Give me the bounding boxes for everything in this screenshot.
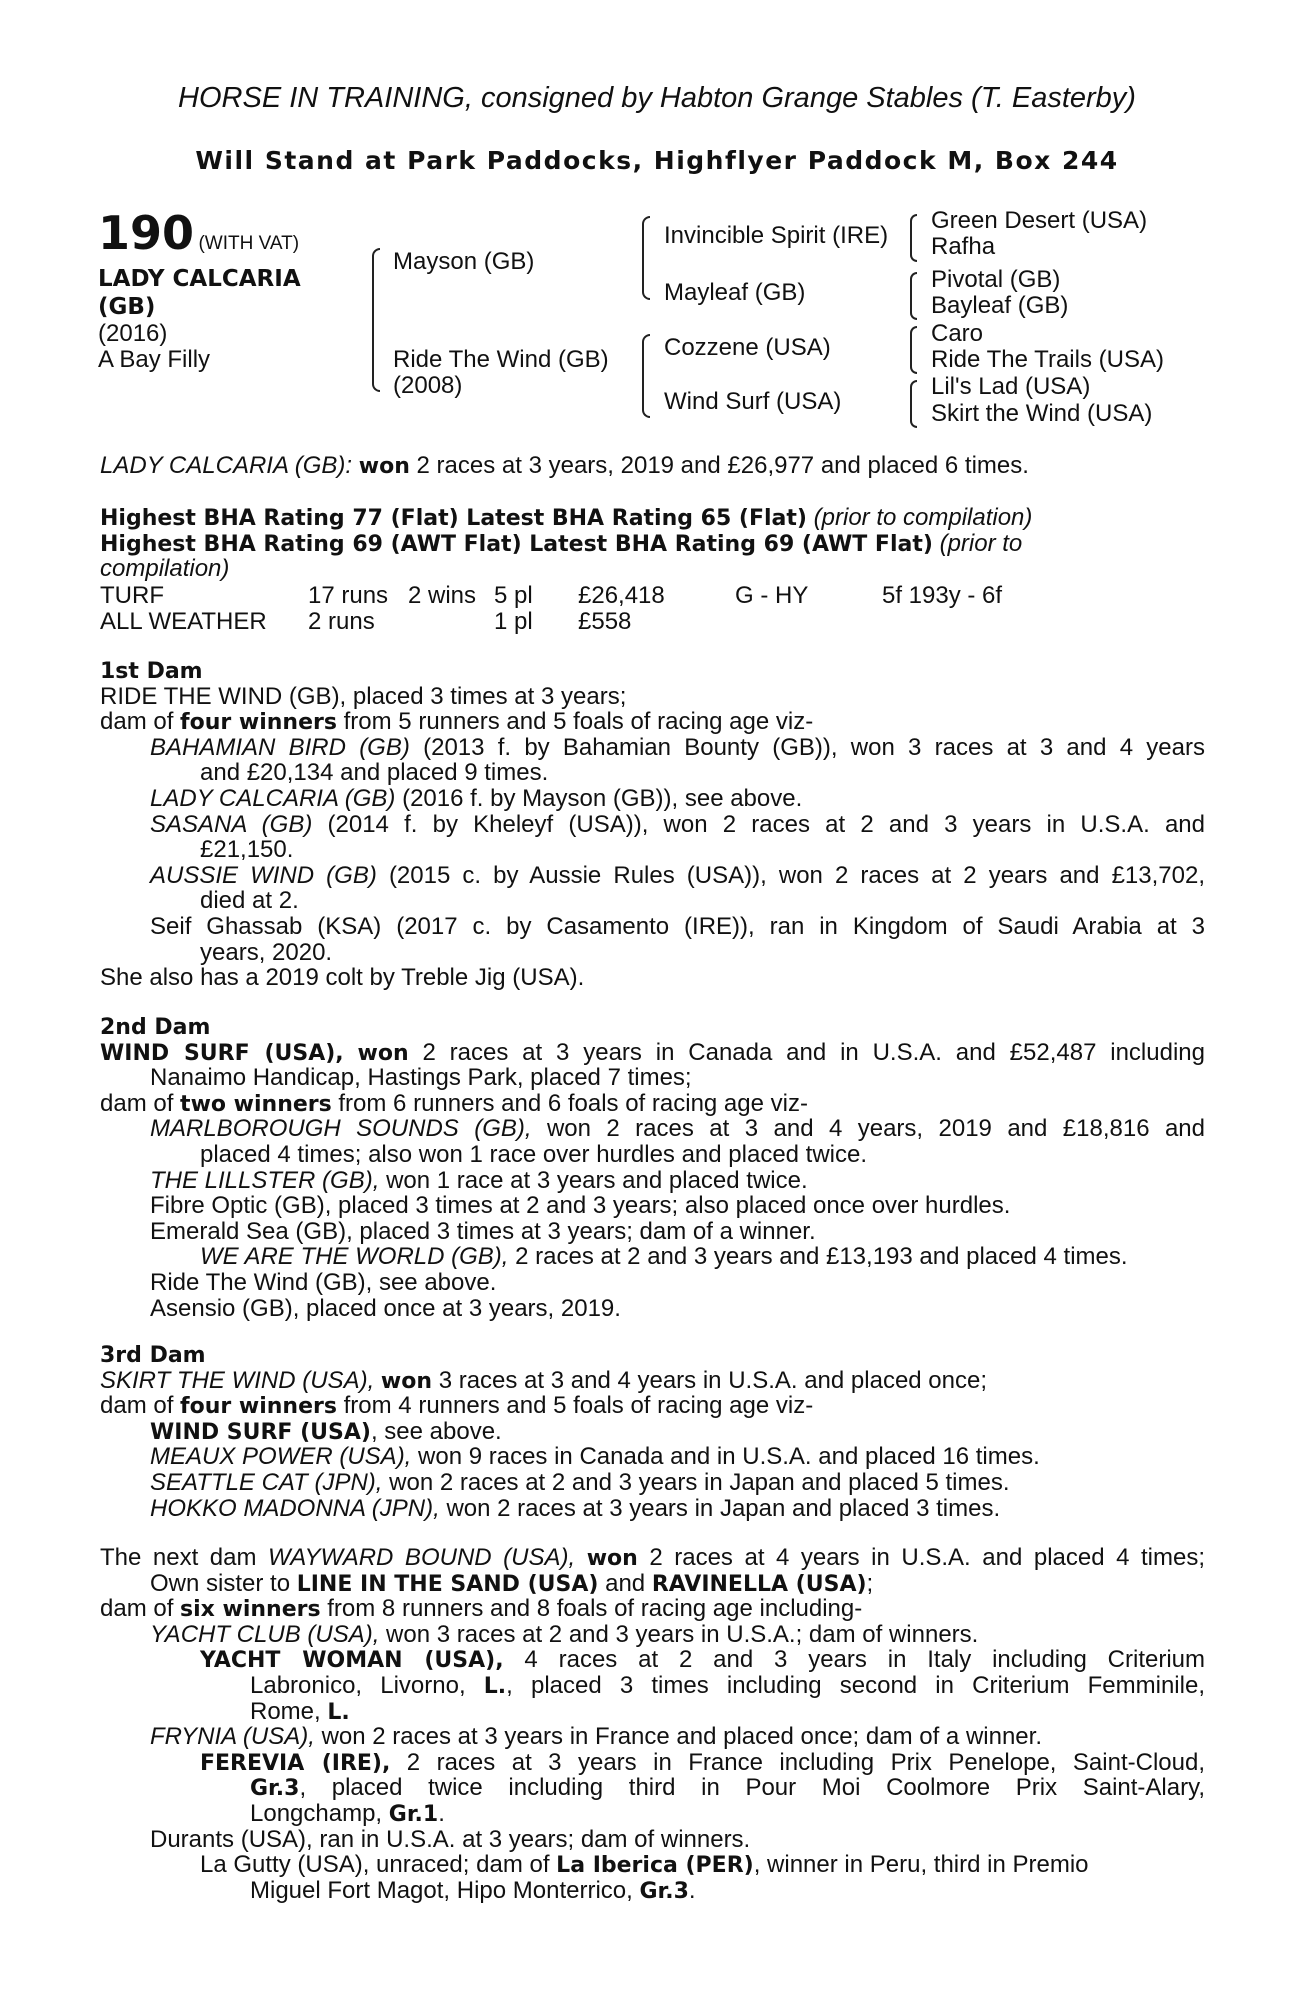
text-run: (2016 f. by Mayson (GB)), see above. <box>402 784 803 812</box>
pedigree-dam-sire: Cozzene (USA) <box>664 334 831 361</box>
page-title: HORSE IN TRAINING, consigned by Habton Grange Stables (T. Easterby) <box>178 82 1136 114</box>
text-run-italic: WE ARE THE WORLD (GB), <box>200 1243 509 1271</box>
text-run-bold: six winners <box>180 1597 321 1623</box>
lot-number: 190 <box>98 206 195 260</box>
progeny-yacht-woman <box>100 1647 1205 1673</box>
stats-turf-wins: 2 wins <box>408 582 477 609</box>
text-run-italic: WAYWARD BOUND (USA), <box>268 1544 576 1571</box>
pedigree-ddd: Skirt the Wind (USA) <box>931 400 1153 427</box>
text-run-bold: four winners <box>180 1394 337 1420</box>
text-line: Nanaimo Handicap, Hastings Park, placed 7 times; <box>150 1064 692 1092</box>
pedigree-brace-2a <box>642 216 650 300</box>
pedigree-dam-year: (2008) <box>393 372 463 399</box>
horse-description: A Bay Filly <box>98 346 211 373</box>
text-run: 2 races at 3 years in Canada and in U.S.A. and £52,487 including <box>422 1038 1205 1066</box>
pedigree-sss: Green Desert (USA) <box>931 207 1148 234</box>
pedigree-brace-3c <box>910 326 917 374</box>
progeny-bahamian-bird <box>100 735 1205 761</box>
lot-number-row <box>98 206 299 260</box>
text-run-bold: won <box>586 1546 638 1571</box>
horse-year: (2016) <box>98 320 168 347</box>
text-run-bold: Gr.3 <box>250 1776 300 1802</box>
pedigree-dsd: Ride The Trails (USA) <box>931 346 1164 373</box>
first-dam-l1: RIDE THE WIND (GB), placed 3 times at 3 years; <box>100 682 627 710</box>
text-run: The next dam <box>100 1544 257 1571</box>
race-summary <box>100 452 1029 480</box>
ratings-block <box>100 505 1205 582</box>
stats-aw-runs: 2 runs <box>308 608 375 635</box>
text-run: , winner in Peru, third in Premio <box>753 1851 1089 1879</box>
progeny-ferevia <box>100 1750 1205 1776</box>
text-run-bold: won <box>357 1040 409 1066</box>
text-run-italic: AUSSIE WIND (GB) <box>150 861 377 889</box>
text-run: Longchamp, <box>250 1799 383 1827</box>
text-run: Rome, <box>250 1697 321 1725</box>
pedigree-dds: Lil's Lad (USA) <box>931 373 1091 400</box>
text-run-bold: La Iberica (PER) <box>556 1853 754 1879</box>
text-run: won 2 races at 3 and 4 years, 2019 and £18,816 and <box>546 1115 1206 1143</box>
text-run: ; <box>866 1569 874 1597</box>
text-run-bold: two winners <box>180 1091 332 1117</box>
text-run-italic: LADY CALCARIA (GB) <box>150 784 396 812</box>
progeny-sasana <box>100 812 1205 838</box>
text-run-bold: LINE IN THE SAND (USA) <box>296 1571 599 1597</box>
text-line: Emerald Sea (GB), placed 3 times at 3 years; dam of a winner. <box>150 1217 816 1245</box>
progeny-aussie-wind <box>100 863 1205 889</box>
text-run: . <box>688 1876 696 1904</box>
text-line: Asensio (GB), placed once at 3 years, 2019. <box>150 1294 621 1322</box>
text-line: She also has a 2019 colt by Treble Jig (USA). <box>100 964 585 992</box>
stats-aw-placed: 1 pl <box>494 608 533 635</box>
text-run-italic: SASANA (GB) <box>150 810 313 838</box>
text-run-bold: won <box>380 1368 433 1394</box>
text-run: 2 races at 4 years in U.S.A. and placed 4 times; <box>649 1544 1206 1571</box>
pedigree-sire: Mayson (GB) <box>393 248 535 275</box>
summary-name: LADY CALCARIA (GB): <box>100 452 353 479</box>
stats-turf-placed: 5 pl <box>494 582 533 609</box>
stats-turf-prize: £26,418 <box>578 582 665 609</box>
text-run: and <box>605 1569 646 1597</box>
pedigree-dam-dam: Wind Surf (USA) <box>664 388 842 415</box>
text-run: won 9 races in Canada and in U.S.A. and placed 16 times. <box>418 1443 1040 1471</box>
text-run: won 2 races at 3 years in France and placed once; dam of a winner. <box>321 1723 1042 1751</box>
text-line: Durants (USA), ran in U.S.A. at 3 years; dam of winners. <box>150 1825 751 1853</box>
text-run-bold: FEREVIA (IRE), <box>200 1750 391 1776</box>
vat-note: (WITH VAT) <box>198 233 300 254</box>
text-run-bold: Gr.1 <box>388 1801 439 1827</box>
pedigree-sire-sire: Invincible Spirit (IRE) <box>664 222 889 249</box>
text-run: La Gutty (USA), unraced; dam of <box>200 1851 550 1879</box>
text-run: won 3 races at 2 and 3 years in U.S.A.; dam of winners. <box>386 1620 979 1648</box>
pedigree-ssd: Rafha <box>931 233 996 260</box>
text-run: (2013 f. by Bahamian Bounty (GB)), won 3 races at 3 and 4 years <box>423 733 1205 761</box>
text-run: from 6 runners and 6 foals of racing age viz- <box>338 1089 808 1117</box>
pedigree-brace-2b <box>642 334 650 418</box>
text-line: died at 2. <box>200 887 299 915</box>
text-run: from 5 runners and 5 foals of racing age viz- <box>343 708 814 736</box>
pedigree-brace-1 <box>372 248 380 392</box>
horse-name-line1: LADY CALCARIA <box>98 266 301 292</box>
pedigree-dam: Ride The Wind (GB) <box>393 346 609 373</box>
second-dam-l1 <box>100 1040 1205 1066</box>
third-dam-heading: 3rd Dam <box>100 1343 206 1368</box>
text-run: 2 races at 2 and 3 years and £13,193 and placed 4 times. <box>515 1243 1128 1271</box>
text-run-italic: MARLBOROUGH SOUNDS (GB), <box>150 1115 532 1143</box>
stats-table <box>0 582 1314 634</box>
text-run: dam of <box>100 708 174 736</box>
rating-awt: Highest BHA Rating 69 (AWT Flat) Latest BHA Rating 69 (AWT Flat) <box>100 531 933 557</box>
text-run-italic: SKIRT THE WIND (USA), <box>100 1366 375 1394</box>
text-line: £21,150. <box>200 836 294 864</box>
text-run: . <box>438 1799 445 1827</box>
text-run-bold: Gr.3 <box>639 1878 689 1904</box>
text-line: Ride The Wind (GB), see above. <box>150 1268 497 1296</box>
text-run: Miguel Fort Magot, Hipo Monterrico, <box>250 1876 633 1904</box>
stats-turf-runs: 17 runs <box>308 582 389 609</box>
rating-awt-note-cont: compilation) <box>100 555 230 583</box>
text-run: , placed 3 times including second in Criterium Femminile, <box>506 1671 1205 1699</box>
text-run: won 2 races at 3 years in Japan and placed 3 times. <box>446 1494 1001 1522</box>
first-dam-heading: 1st Dam <box>100 659 203 684</box>
text-run: 2 races at 3 years in France including Prix Penelope, Saint-Cloud, <box>406 1748 1205 1776</box>
first-dam-section <box>100 658 1205 991</box>
pedigree-sire-dam: Mayleaf (GB) <box>664 279 806 306</box>
text-run-bold: WIND SURF (USA), <box>100 1040 344 1066</box>
text-run: , placed twice including third in Pour Moi Coolmore Prix Saint-Alary, <box>299 1774 1205 1802</box>
text-run-bold: L. <box>483 1673 507 1699</box>
progeny-ferevia-cont <box>100 1775 1205 1801</box>
stats-turf-distance: 5f 193y - 6f <box>882 582 1003 609</box>
text-run: 3 races at 3 and 4 years in U.S.A. and placed once; <box>438 1366 988 1394</box>
pedigree-sds: Pivotal (GB) <box>931 266 1061 293</box>
text-run: dam of <box>100 1595 174 1623</box>
text-run: from 8 runners and 8 foals of racing age including- <box>327 1595 863 1623</box>
text-run-bold: L. <box>327 1699 350 1725</box>
text-run: (2014 f. by Kheleyf (USA)), won 2 races at 2 and 3 years in U.S.A. and <box>327 810 1205 838</box>
stats-aw-prize: £558 <box>578 608 632 635</box>
progeny-marlborough-sounds <box>100 1116 1205 1142</box>
rating-awt-note: (prior to <box>939 529 1023 557</box>
text-run: dam of <box>100 1089 174 1117</box>
text-run-italic: HOKKO MADONNA (JPN), <box>150 1494 440 1522</box>
text-run-bold: YACHT WOMAN (USA), <box>200 1648 504 1674</box>
text-run-italic: FRYNIA (USA), <box>150 1723 315 1751</box>
pedigree-brace-3b <box>910 272 917 320</box>
text-run: won 1 race at 3 years and placed twice. <box>386 1166 808 1194</box>
text-run-italic: MEAUX POWER (USA), <box>150 1443 412 1471</box>
pedigree-brace-3a <box>910 214 917 262</box>
text-line: years, 2020. <box>200 938 333 966</box>
horse-name-line2: (GB) <box>98 294 156 320</box>
pedigree-sdd: Bayleaf (GB) <box>931 292 1069 319</box>
stats-turf-going: G - HY <box>735 582 809 609</box>
pedigree-dss: Caro <box>931 320 984 347</box>
text-run: 4 races at 2 and 3 years in Italy including Criterium <box>524 1646 1206 1674</box>
second-dam-heading: 2nd Dam <box>100 1015 211 1040</box>
rating-flat: Highest BHA Rating 77 (Flat) Latest BHA Rating 65 (Flat) <box>100 506 807 531</box>
text-run: won 2 races at 2 and 3 years in Japan and placed 5 times. <box>389 1468 1010 1496</box>
text-line: and £20,134 and placed 9 times. <box>200 759 549 787</box>
text-line: Seif Ghassab (KSA) (2017 c. by Casamento (IRE)), ran in Kingdom of Saudi Arabia at 3 <box>150 912 1205 940</box>
progeny-yacht-woman-cont <box>100 1673 1205 1699</box>
stats-aw-label: ALL WEATHER <box>100 608 267 635</box>
rating-flat-note: (prior to compilation) <box>813 504 1033 531</box>
text-line: Fibre Optic (GB), placed 3 times at 2 and 3 years; also placed once over hurdles. <box>150 1192 1011 1220</box>
third-dam-section <box>100 1342 1205 1521</box>
text-run: , see above. <box>370 1417 502 1445</box>
text-run-bold: four winners <box>180 710 337 736</box>
text-run: (2015 c. by Aussie Rules (USA)), won 2 races at 2 years and £13,702, <box>388 861 1206 889</box>
next-dam-section <box>100 1545 1205 1903</box>
summary-won: won <box>358 454 410 479</box>
stand-location: Will Stand at Park Paddocks, Highflyer Paddock M, Box 244 <box>195 146 1119 175</box>
second-dam-section <box>100 1014 1205 1321</box>
text-run: dam of <box>100 1392 174 1420</box>
summary-rest: 2 races at 3 years, 2019 and £26,977 and placed 6 times. <box>416 452 1029 479</box>
pedigree-brace-3d <box>910 380 917 428</box>
text-line: placed 4 times; also won 1 race over hurdles and placed twice. <box>200 1140 868 1168</box>
text-run: Labronico, Livorno, <box>250 1671 466 1699</box>
text-run-italic: YACHT CLUB (USA), <box>150 1620 380 1648</box>
text-run-bold: RAVINELLA (USA) <box>651 1571 867 1597</box>
text-run-italic: BAHAMIAN BIRD (GB) <box>150 733 410 761</box>
stats-turf-label: TURF <box>100 582 164 609</box>
text-run-italic: SEATTLE CAT (JPN), <box>150 1468 383 1496</box>
text-run-bold: WIND SURF (USA) <box>150 1419 371 1445</box>
text-run: Own sister to <box>150 1569 291 1597</box>
text-run-italic: THE LILLSTER (GB), <box>150 1166 380 1194</box>
text-run: from 4 runners and 5 foals of racing age viz- <box>343 1392 814 1420</box>
